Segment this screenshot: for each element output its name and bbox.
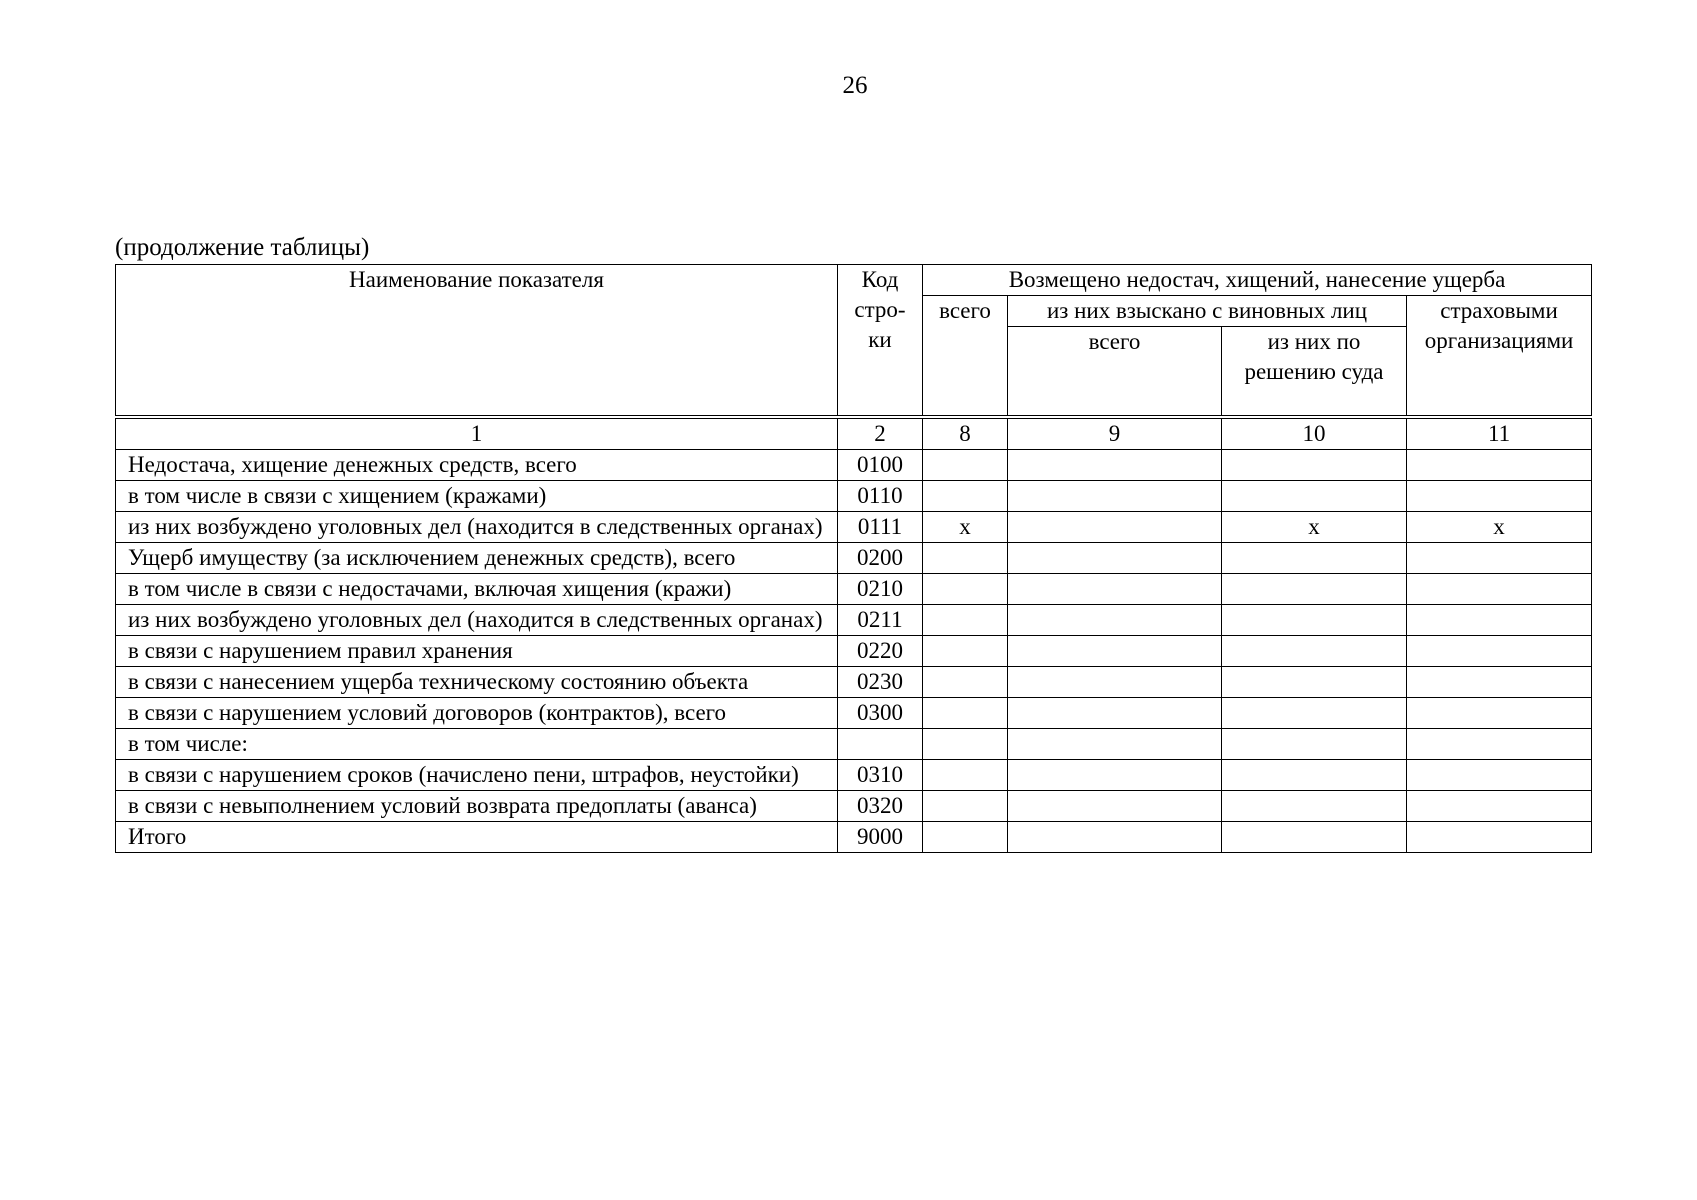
cell-col-9 xyxy=(1008,822,1222,853)
cell-col-9 xyxy=(1008,543,1222,574)
row-name: в связи с нанесением ущерба техническому состоянию объекта xyxy=(116,667,838,698)
row-code: 0111 xyxy=(838,512,923,543)
cell-col-10 xyxy=(1222,729,1407,760)
row-code: 0200 xyxy=(838,543,923,574)
cell-col-11 xyxy=(1407,760,1592,791)
cell-col-8 xyxy=(923,605,1008,636)
cell-col-8 xyxy=(923,729,1008,760)
cell-col-8 xyxy=(923,636,1008,667)
cell-col-8: х xyxy=(923,512,1008,543)
table-row xyxy=(116,512,1592,543)
header-group: Возмещено недостач, хищений, нанесение ущерба xyxy=(923,265,1592,296)
row-name: в связи с нарушением сроков (начислено пени, штрафов, неустойки) xyxy=(116,760,838,791)
row-code: 0230 xyxy=(838,667,923,698)
cell-col-10 xyxy=(1222,636,1407,667)
column-number: 1 xyxy=(116,417,838,450)
row-code: 0310 xyxy=(838,760,923,791)
table-row xyxy=(116,698,1592,729)
cell-col-9 xyxy=(1008,729,1222,760)
column-number: 11 xyxy=(1407,417,1592,450)
cell-col-8 xyxy=(923,450,1008,481)
header-recovered: из них взыскано с виновных лиц xyxy=(1008,296,1407,327)
cell-col-11 xyxy=(1407,822,1592,853)
row-code: 0211 xyxy=(838,605,923,636)
cell-col-8 xyxy=(923,667,1008,698)
header-insurance: страховыми организациями xyxy=(1407,296,1592,418)
cell-col-10 xyxy=(1222,574,1407,605)
header-recovered-court: из них по решению суда xyxy=(1222,327,1407,418)
cell-col-9 xyxy=(1008,698,1222,729)
column-number-row xyxy=(116,417,1592,450)
cell-col-8 xyxy=(923,543,1008,574)
cell-col-11 xyxy=(1407,667,1592,698)
cell-col-10 xyxy=(1222,822,1407,853)
table-row xyxy=(116,822,1592,853)
cell-col-11 xyxy=(1407,636,1592,667)
cell-col-11 xyxy=(1407,574,1592,605)
continuation-label: (продолжение таблицы) xyxy=(115,234,370,261)
cell-col-11 xyxy=(1407,729,1592,760)
row-name: в том числе в связи с недостачами, включая хищения (кражи) xyxy=(116,574,838,605)
cell-col-9 xyxy=(1008,481,1222,512)
row-code: 0100 xyxy=(838,450,923,481)
row-name: Недостача, хищение денежных средств, всего xyxy=(116,450,838,481)
table-row xyxy=(116,760,1592,791)
column-number: 8 xyxy=(923,417,1008,450)
cell-col-8 xyxy=(923,698,1008,729)
cell-col-10 xyxy=(1222,605,1407,636)
cell-col-8 xyxy=(923,574,1008,605)
cell-col-8 xyxy=(923,481,1008,512)
cell-col-10 xyxy=(1222,481,1407,512)
row-name: Ущерб имуществу (за исключением денежных средств), всего xyxy=(116,543,838,574)
cell-col-9 xyxy=(1008,450,1222,481)
cell-col-11 xyxy=(1407,791,1592,822)
cell-col-9 xyxy=(1008,512,1222,543)
header-recovered-total: всего xyxy=(1008,327,1222,418)
page-number: 26 xyxy=(842,72,868,99)
cell-col-10 xyxy=(1222,667,1407,698)
cell-col-11 xyxy=(1407,605,1592,636)
column-number: 10 xyxy=(1222,417,1407,450)
row-code: 0110 xyxy=(838,481,923,512)
table-row xyxy=(116,791,1592,822)
row-code: 9000 xyxy=(838,822,923,853)
cell-col-9 xyxy=(1008,605,1222,636)
table-row xyxy=(116,605,1592,636)
column-number: 2 xyxy=(838,417,923,450)
cell-col-8 xyxy=(923,822,1008,853)
row-name: из них возбуждено уголовных дел (находится в следственных органах) xyxy=(116,512,838,543)
row-name: в связи с нарушением условий договоров (контрактов), всего xyxy=(116,698,838,729)
table-row xyxy=(116,543,1592,574)
row-name: из них возбуждено уголовных дел (находится в следственных органах) xyxy=(116,605,838,636)
cell-col-11 xyxy=(1407,698,1592,729)
cell-col-10 xyxy=(1222,760,1407,791)
row-name: в связи с нарушением правил хранения xyxy=(116,636,838,667)
header-code: Код стро-ки xyxy=(838,265,923,418)
header-name: Наименование показателя xyxy=(116,265,838,418)
table-row xyxy=(116,667,1592,698)
cell-col-9 xyxy=(1008,760,1222,791)
row-name: в связи с невыполнением условий возврата предоплаты (аванса) xyxy=(116,791,838,822)
row-code: 0300 xyxy=(838,698,923,729)
cell-col-11 xyxy=(1407,481,1592,512)
table-row xyxy=(116,574,1592,605)
cell-col-10 xyxy=(1222,698,1407,729)
row-code: 0220 xyxy=(838,636,923,667)
table-row xyxy=(116,481,1592,512)
cell-col-9 xyxy=(1008,667,1222,698)
cell-col-9 xyxy=(1008,574,1222,605)
row-code: 0210 xyxy=(838,574,923,605)
row-name: в том числе: xyxy=(116,729,838,760)
cell-col-10 xyxy=(1222,450,1407,481)
cell-col-10 xyxy=(1222,543,1407,574)
cell-col-10 xyxy=(1222,791,1407,822)
row-name: Итого xyxy=(116,822,838,853)
table-row xyxy=(116,450,1592,481)
cell-col-11 xyxy=(1407,450,1592,481)
row-code: 0320 xyxy=(838,791,923,822)
cell-col-11: х xyxy=(1407,512,1592,543)
table-row xyxy=(116,636,1592,667)
cell-col-9 xyxy=(1008,636,1222,667)
cell-col-10: х xyxy=(1222,512,1407,543)
row-code xyxy=(838,729,923,760)
cell-col-11 xyxy=(1407,543,1592,574)
cell-col-8 xyxy=(923,760,1008,791)
row-name: в том числе в связи с хищением (кражами) xyxy=(116,481,838,512)
column-number: 9 xyxy=(1008,417,1222,450)
header-total: всего xyxy=(923,296,1008,418)
cell-col-8 xyxy=(923,791,1008,822)
table-row xyxy=(116,729,1592,760)
cell-col-9 xyxy=(1008,791,1222,822)
report-table xyxy=(115,264,1592,853)
